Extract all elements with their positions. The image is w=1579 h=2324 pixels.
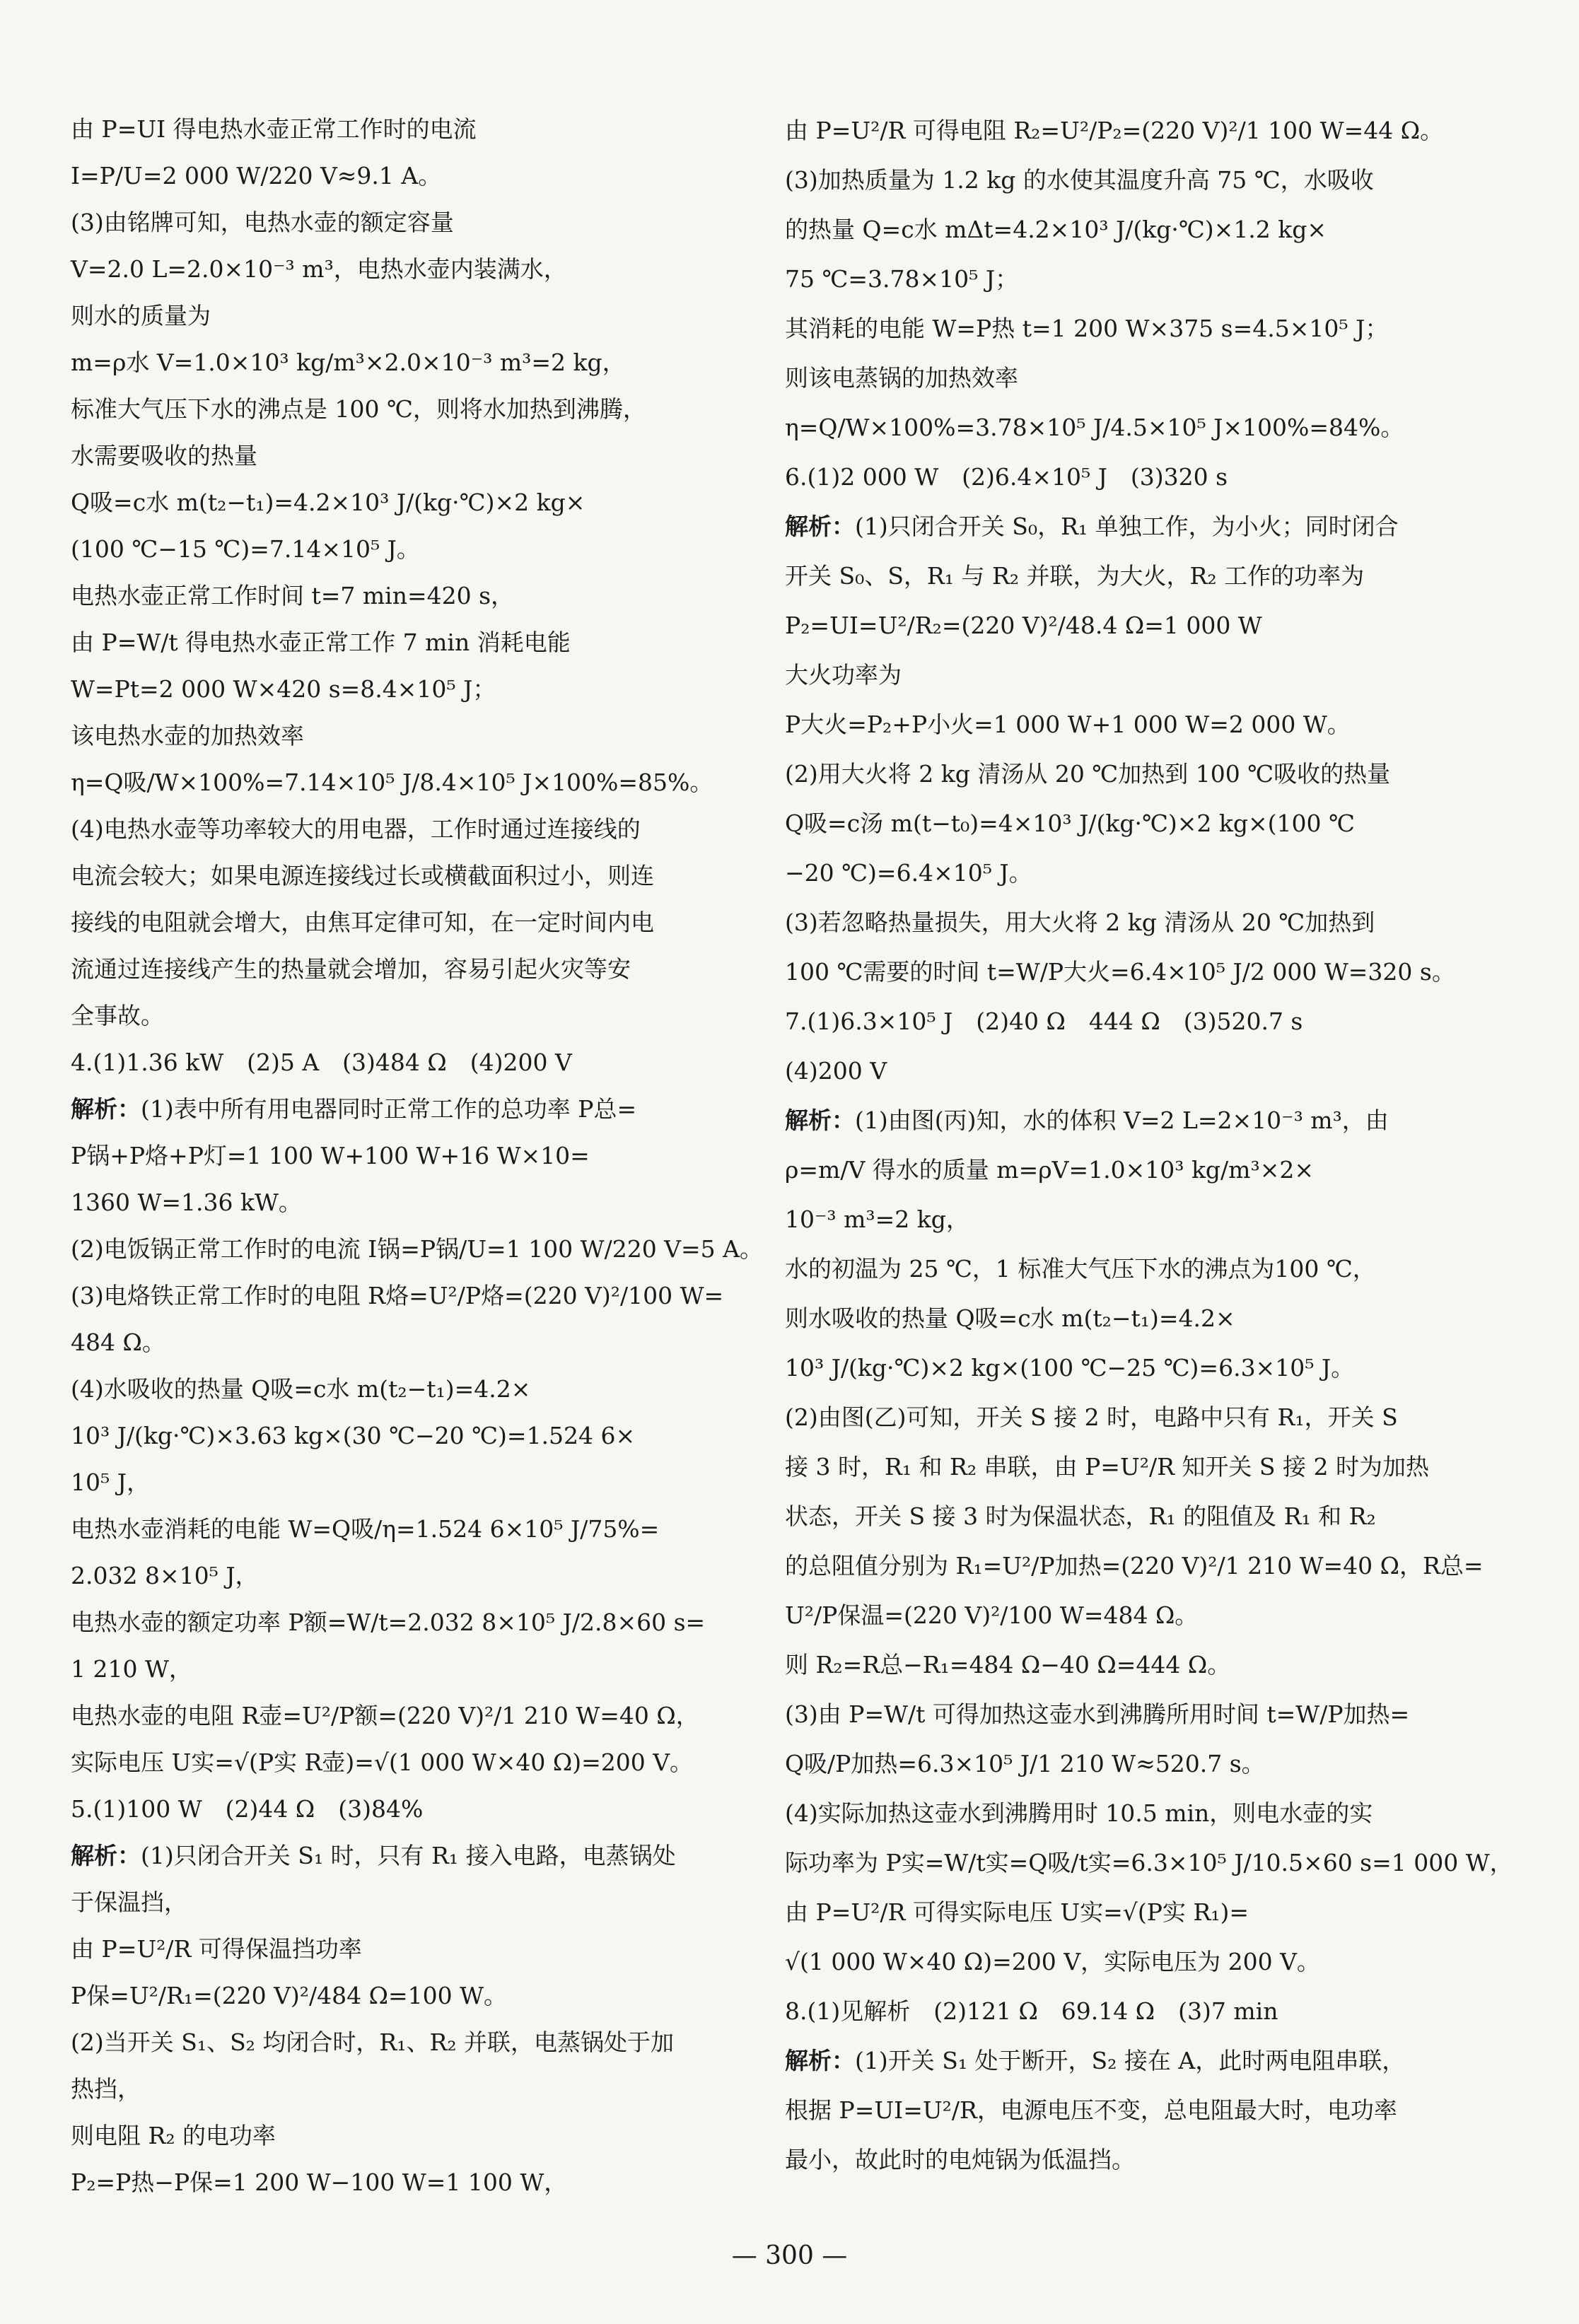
line-text: (1)表中所有用电器同时正常工作的总功率 P总= bbox=[141, 1095, 637, 1123]
text-line bbox=[785, 502, 1492, 551]
text-line: 1 210 W， bbox=[71, 1655, 192, 1683]
text-line: (2)当开关 S₁、S₂ 均闭合时，R₁、R₂ 并联，电蒸锅处于加 bbox=[71, 2028, 675, 2056]
text-line: 热挡， bbox=[71, 2075, 141, 2103]
text-line: 电热水壶的电阻 R壶=U²/P额=(220 V)²/1 210 W=40 Ω， bbox=[71, 1702, 699, 1729]
text-line: 则水的质量为 bbox=[71, 302, 211, 329]
text-line: 水的初温为 25 ℃，1 标准大气压下水的沸点为100 ℃， bbox=[785, 1255, 1376, 1283]
text-line: 际功率为 P实=W/t实=Q吸/t实=6.3×10⁵ J/10.5×60 s=1 000 W， bbox=[785, 1849, 1513, 1876]
text-line: (4)200 V bbox=[785, 1057, 887, 1085]
text-line: 于保温挡， bbox=[71, 1888, 187, 1916]
text-line: 电热水壶正常工作时间 t=7 min=420 s， bbox=[71, 582, 515, 609]
text-line: 电热水壶的额定功率 P额=W/t=2.032 8×10⁵ J/2.8×60 s= bbox=[71, 1608, 706, 1636]
text-line: 10³ J/(kg·℃)×2 kg×(100 ℃−25 ℃)=6.3×10⁵ J。 bbox=[785, 1354, 1355, 1382]
text-line: η=Q/W×100%=3.78×10⁵ J/4.5×10⁵ J×100%=84%。 bbox=[785, 414, 1404, 441]
text-line: (3)电烙铁正常工作时的电阻 R烙=U²/P烙=(220 V)²/100 W= bbox=[71, 1282, 724, 1309]
analysis-label: 解析： bbox=[71, 1095, 141, 1123]
text-line: (2)由图(乙)可知，开关 S 接 2 时，电路中只有 R₁，开关 S bbox=[785, 1403, 1398, 1431]
right-column bbox=[785, 106, 1513, 2185]
text-line: 10⁵ J， bbox=[71, 1468, 150, 1496]
text-line: 其消耗的电能 W=P热 t=1 200 W×375 s=4.5×10⁵ J； bbox=[785, 315, 1389, 342]
text-line: 开关 S₀、S，R₁ 与 R₂ 并联，为大火，R₂ 工作的功率为 bbox=[785, 562, 1365, 590]
analysis-label: 解析： bbox=[785, 1106, 855, 1134]
text-line: 根据 P=UI=U²/R，电源电压不变，总电阻最大时，电功率 bbox=[785, 2096, 1397, 2124]
text-line: 由 P=U²/R 可得保温挡功率 bbox=[71, 1935, 362, 1963]
analysis-label: 解析： bbox=[785, 2047, 855, 2074]
text-line: m=ρ水 V=1.0×10³ kg/m³×2.0×10⁻³ m³=2 kg， bbox=[71, 349, 626, 376]
text-line: I=P/U=2 000 W/220 V≈9.1 A。 bbox=[71, 162, 442, 189]
analysis-label: 解析： bbox=[785, 513, 855, 540]
text-line: 的热量 Q=c水 mΔt=4.2×10³ J/(kg·℃)×1.2 kg× bbox=[785, 216, 1327, 243]
text-line: 全事故。 bbox=[71, 1002, 164, 1029]
text-line: ρ=m/V 得水的质量 m=ρV=1.0×10³ kg/m³×2× bbox=[785, 1156, 1314, 1184]
text-line: (4)实际加热这壶水到沸腾用时 10.5 min，则电水壶的实 bbox=[785, 1799, 1373, 1827]
text-line: 2.032 8×10⁵ J， bbox=[71, 1562, 259, 1589]
text-line bbox=[785, 2036, 1492, 2086]
analysis-label: 解析： bbox=[71, 1842, 141, 1869]
text-line: 流通过连接线产生的热量就会增加，容易引起火灾等安 bbox=[71, 955, 631, 983]
text-line: 电流会较大；如果电源连接线过长或横截面积过小，则连 bbox=[71, 862, 654, 889]
text-line: 则该电蒸锅的加热效率 bbox=[785, 364, 1018, 392]
text-line: (4)水吸收的热量 Q吸=c水 m(t₂−t₁)=4.2× bbox=[71, 1375, 531, 1403]
text-line: P锅+P烙+P灯=1 100 W+100 W+16 W×10= bbox=[71, 1142, 590, 1169]
text-line: 75 ℃=3.78×10⁵ J； bbox=[785, 265, 1019, 293]
text-line: 4.(1)1.36 kW (2)5 A (3)484 Ω (4)200 V bbox=[71, 1049, 572, 1076]
text-line: (4)电热水壶等功率较大的用电器，工作时通过连接线的 bbox=[71, 815, 641, 843]
text-line: 则水吸收的热量 Q吸=c水 m(t₂−t₁)=4.2× bbox=[785, 1304, 1235, 1332]
text-line: Q吸=c汤 m(t−t₀)=4×10³ J/(kg·℃)×2 kg×(100 ℃ bbox=[785, 810, 1355, 837]
text-line: 484 Ω。 bbox=[71, 1329, 165, 1356]
text-line: 则电阻 R₂ 的电功率 bbox=[71, 2122, 276, 2149]
text-line: Q吸=c水 m(t₂−t₁)=4.2×10³ J/(kg·℃)×2 kg× bbox=[71, 489, 585, 516]
text-line: η=Q吸/W×100%=7.14×10⁵ J/8.4×10⁵ J×100%=85%。 bbox=[71, 769, 713, 796]
text-line: 则 R₂=R总−R₁=484 Ω−40 Ω=444 Ω。 bbox=[785, 1651, 1231, 1678]
text-line: 10³ J/(kg·℃)×3.63 kg×(30 ℃−20 ℃)=1.524 6× bbox=[71, 1422, 636, 1449]
text-line: 由 P=UI 得电热水壶正常工作时的电流 bbox=[71, 115, 477, 143]
text-line: 接 3 时，R₁ 和 R₂ 串联，由 P=U²/R 知开关 S 接 2 时为加热 bbox=[785, 1453, 1429, 1481]
text-line: P₂=UI=U²/R₂=(220 V)²/48.4 Ω=1 000 W bbox=[785, 612, 1262, 639]
text-line: P大火=P₂+P小火=1 000 W+1 000 W=2 000 W。 bbox=[785, 711, 1351, 738]
text-line: 的总阻值分别为 R₁=U²/P加热=(220 V)²/1 210 W=40 Ω，R总= bbox=[785, 1552, 1484, 1579]
text-line: P₂=P热−P保=1 200 W−100 W=1 100 W， bbox=[71, 2168, 568, 2196]
text-line: (2)用大火将 2 kg 清汤从 20 ℃加热到 100 ℃吸收的热量 bbox=[785, 760, 1391, 788]
text-line: (2)电饭锅正常工作时的电流 I锅=P锅/U=1 100 W/220 V=5 A。 bbox=[71, 1235, 763, 1263]
text-line: (3)若忽略热量损失，用大火将 2 kg 清汤从 20 ℃加热到 bbox=[785, 909, 1375, 936]
text-line: 标准大气压下水的沸点是 100 ℃，则将水加热到沸腾， bbox=[71, 395, 646, 423]
text-line: 实际电压 U实=√(P实 R壶)=√(1 000 W×40 Ω)=200 V。 bbox=[71, 1748, 694, 1776]
text-line: 水需要吸收的热量 bbox=[71, 442, 257, 469]
text-line: 该电热水壶的加热效率 bbox=[71, 722, 304, 749]
text-line: (3)由 P=W/t 可得加热这壶水到沸腾所用时间 t=W/P加热= bbox=[785, 1700, 1410, 1728]
text-line: 1360 W=1.36 kW。 bbox=[71, 1189, 302, 1216]
text-line: 8.(1)见解析 (2)121 Ω 69.14 Ω (3)7 min bbox=[785, 1997, 1278, 2025]
text-line: −20 ℃)=6.4×10⁵ J。 bbox=[785, 859, 1032, 887]
line-text: (1)只闭合开关 S₁ 时，只有 R₁ 接入电路，电蒸锅处 bbox=[141, 1842, 676, 1869]
text-line bbox=[71, 1833, 778, 1879]
text-line: 状态，开关 S 接 3 时为保温状态，R₁ 的阻值及 R₁ 和 R₂ bbox=[785, 1502, 1376, 1530]
text-line: 电热水壶消耗的电能 W=Q吸/η=1.524 6×10⁵ J/75%= bbox=[71, 1515, 660, 1543]
text-line: W=Pt=2 000 W×420 s=8.4×10⁵ J； bbox=[71, 675, 496, 703]
text-line: Q吸/P加热=6.3×10⁵ J/1 210 W≈520.7 s。 bbox=[785, 1750, 1265, 1777]
text-line: 由 P=W/t 得电热水壶正常工作 7 min 消耗电能 bbox=[71, 629, 571, 656]
page-number: — 300 — bbox=[731, 2241, 848, 2270]
text-line bbox=[785, 1096, 1492, 1145]
text-line: U²/P保温=(220 V)²/100 W=484 Ω。 bbox=[785, 1601, 1199, 1629]
text-line: 100 ℃需要的时间 t=W/P大火=6.4×10⁵ J/2 000 W=320 s。 bbox=[785, 958, 1455, 986]
text-line: (100 ℃−15 ℃)=7.14×10⁵ J。 bbox=[71, 535, 420, 563]
text-line: V=2.0 L=2.0×10⁻³ m³，电热水壶内装满水， bbox=[71, 255, 567, 283]
left-column bbox=[71, 106, 778, 2206]
text-line: 10⁻³ m³=2 kg， bbox=[785, 1205, 969, 1233]
text-line: (3)加热质量为 1.2 kg 的水使其温度升高 75 ℃，水吸收 bbox=[785, 166, 1374, 194]
text-line: 6.(1)2 000 W (2)6.4×10⁵ J (3)320 s bbox=[785, 463, 1228, 491]
text-line: 7.(1)6.3×10⁵ J (2)40 Ω 444 Ω (3)520.7 s bbox=[785, 1008, 1303, 1035]
text-line: P保=U²/R₁=(220 V)²/484 Ω=100 W。 bbox=[71, 1982, 508, 2009]
text-line: √(1 000 W×40 Ω)=200 V，实际电压为 200 V。 bbox=[785, 1948, 1320, 1975]
text-line: 由 P=U²/R 可得电阻 R₂=U²/P₂=(220 V)²/1 100 W=44 Ω。 bbox=[785, 117, 1444, 144]
text-line bbox=[71, 1086, 778, 1133]
text-line: 最小，故此时的电炖锅为低温挡。 bbox=[785, 2146, 1135, 2173]
text-line: 大火功率为 bbox=[785, 661, 902, 689]
line-text: (1)开关 S₁ 处于断开，S₂ 接在 A，此时两电阻串联， bbox=[855, 2047, 1406, 2074]
text-line: 5.(1)100 W (2)44 Ω (3)84% bbox=[71, 1795, 424, 1823]
text-line: 由 P=U²/R 可得实际电压 U实=√(P实 R₁)= bbox=[785, 1898, 1249, 1926]
text-line: (3)由铭牌可知，电热水壶的额定容量 bbox=[71, 209, 454, 236]
line-text: (1)由图(丙)知，水的体积 V=2 L=2×10⁻³ m³，由 bbox=[855, 1106, 1389, 1134]
text-line: 接线的电阻就会增大，由焦耳定律可知，在一定时间内电 bbox=[71, 909, 654, 936]
line-text: (1)只闭合开关 S₀，R₁ 单独工作，为小火；同时闭合 bbox=[855, 513, 1399, 540]
